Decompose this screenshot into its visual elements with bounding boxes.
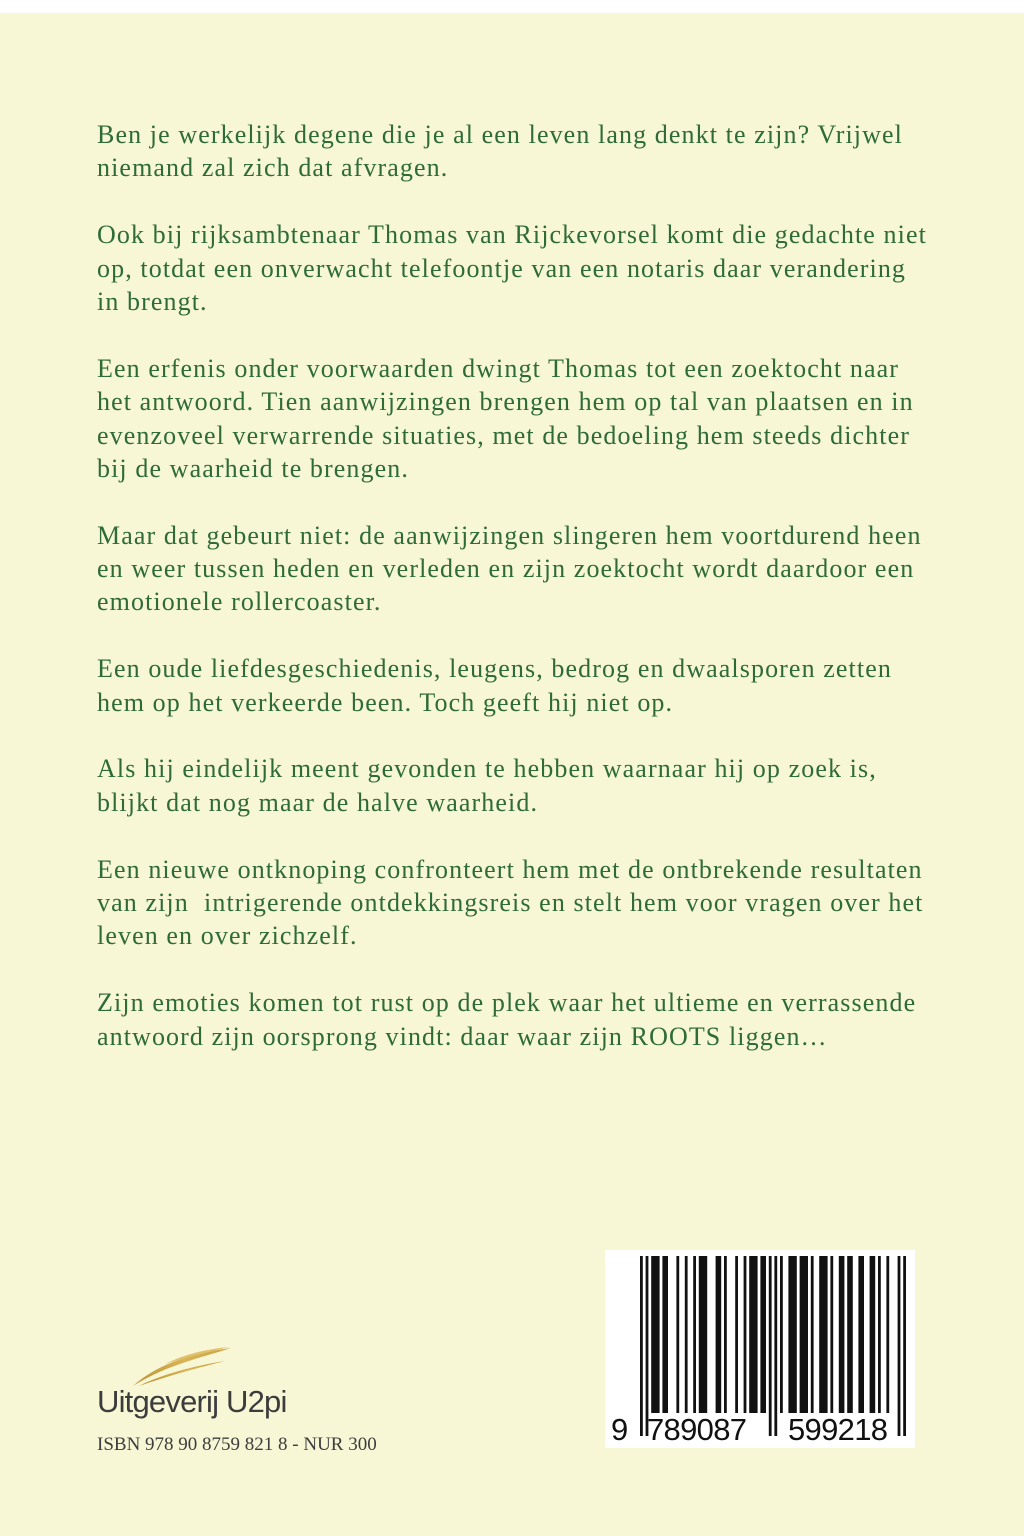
barcode-digit-first: 9 xyxy=(611,1412,629,1447)
publisher-name: Uitgeverij U2pi xyxy=(97,1384,287,1419)
blurb-paragraph xyxy=(97,352,987,486)
barcode-bar xyxy=(819,1256,827,1413)
barcode xyxy=(605,1250,915,1448)
top-margin-strip xyxy=(0,0,1024,13)
barcode-graphic xyxy=(605,1250,915,1448)
barcode-bar xyxy=(676,1256,679,1413)
blurb-line: Een nieuwe ontknoping confronteert hem met de ontbrekende resultaten xyxy=(97,854,923,884)
blurb-line: leven en over zichzelf. xyxy=(97,921,358,951)
blurb-line: blijkt dat nog maar de halve waarheid. xyxy=(97,787,539,817)
barcode-bar xyxy=(735,1256,738,1413)
barcode-bar xyxy=(699,1256,707,1413)
barcode-bar xyxy=(780,1256,783,1413)
barcode-guard-bar xyxy=(903,1256,906,1436)
blurb-line: in brengt. xyxy=(97,286,208,316)
blurb-paragraph xyxy=(97,752,987,819)
blurb-line: op, totdat een onverwacht telefoontje van een notaris daar verandering xyxy=(97,253,907,283)
blurb-line: van zijn intrigerende ontdekkingsreis en stelt hem voor vragen over het xyxy=(97,887,924,917)
barcode-guard-bar xyxy=(774,1256,777,1436)
blurb-line: en weer tussen heden en verleden en zijn zoektocht wordt daardoor een xyxy=(97,554,915,584)
blurb-line: Maar dat gebeurt niet: de aanwijzingen slingeren hem voortdurend heen xyxy=(97,520,922,550)
barcode-bar xyxy=(651,1256,659,1413)
blurb-line: hem op het verkeerde been. Toch geeft hij niet op. xyxy=(97,687,674,717)
barcode-bar xyxy=(749,1256,757,1413)
barcode-bar xyxy=(858,1256,864,1413)
blurb-line: Een erfenis onder voorwaarden dwingt Thomas tot een zoektocht naar xyxy=(97,353,900,383)
barcode-bar xyxy=(847,1256,853,1413)
blurb-line: evenzoveel verwarrende situaties, met de bedoeling hem steeds dichter xyxy=(97,420,910,450)
barcode-bar xyxy=(724,1256,727,1413)
blurb-line: het antwoord. Tien aanwijzingen brengen hem op tal van plaatsen en in xyxy=(97,387,914,417)
feather-swoosh-icon xyxy=(125,1344,235,1389)
blurb-paragraph xyxy=(97,519,987,619)
feather-swoosh-main xyxy=(133,1348,231,1386)
blurb-line: Een oude liefdesgeschiedenis, leugens, bedrog en dwaalsporen zetten xyxy=(97,654,892,684)
blurb-line: bij de waarheid te brengen. xyxy=(97,453,409,483)
blurb-line: antwoord zijn oorsprong vindt: daar waar zijn ROOTS liggen… xyxy=(97,1021,828,1051)
blurb-text xyxy=(97,118,987,1086)
barcode-guard-bar xyxy=(769,1256,772,1436)
barcode-bar xyxy=(685,1256,688,1413)
blurb-paragraph xyxy=(97,986,987,1053)
barcode-bar xyxy=(716,1256,722,1413)
barcode-bars xyxy=(640,1256,906,1436)
blurb-line: emotionele rollercoaster. xyxy=(97,587,382,617)
barcode-bar xyxy=(878,1256,881,1413)
isbn-nur-line: ISBN 978 90 8759 821 8 - NUR 300 xyxy=(97,1434,377,1455)
blurb-paragraph xyxy=(97,118,987,185)
blurb-line: Ben je werkelijk degene die je al een leven lang denkt te zijn? Vrijwel xyxy=(97,120,903,149)
blurb-line: niemand zal zich dat afvragen. xyxy=(97,153,449,183)
blurb-paragraph xyxy=(97,853,987,953)
barcode-bar xyxy=(811,1256,814,1413)
blurb-paragraph xyxy=(97,652,987,719)
barcode-bar xyxy=(839,1256,845,1413)
barcode-guard-bar xyxy=(898,1256,901,1436)
blurb-paragraph xyxy=(97,218,987,318)
barcode-digits-left: 789087 xyxy=(647,1412,747,1447)
barcode-guard-bar xyxy=(646,1256,649,1436)
barcode-bar xyxy=(830,1256,833,1413)
barcode-bar xyxy=(886,1256,889,1413)
barcode-bar xyxy=(760,1256,766,1413)
barcode-digits-right: 599218 xyxy=(788,1412,888,1447)
barcode-bar xyxy=(800,1256,808,1413)
blurb-line: Ook bij rijksambtenaar Thomas van Rijckevorsel komt die gedachte niet xyxy=(97,220,927,250)
barcode-guard-bar xyxy=(640,1256,643,1436)
barcode-bar xyxy=(788,1256,796,1413)
barcode-bar xyxy=(870,1256,876,1413)
barcode-bar xyxy=(662,1256,668,1413)
blurb-line: Zijn emoties komen tot rust op de plek waar het ultieme en verrassende xyxy=(97,988,917,1018)
blurb-line: Als hij eindelijk meent gevonden te hebben waarnaar hij op zoek is, xyxy=(97,754,877,784)
barcode-bar xyxy=(744,1256,747,1413)
barcode-bar xyxy=(693,1256,696,1413)
